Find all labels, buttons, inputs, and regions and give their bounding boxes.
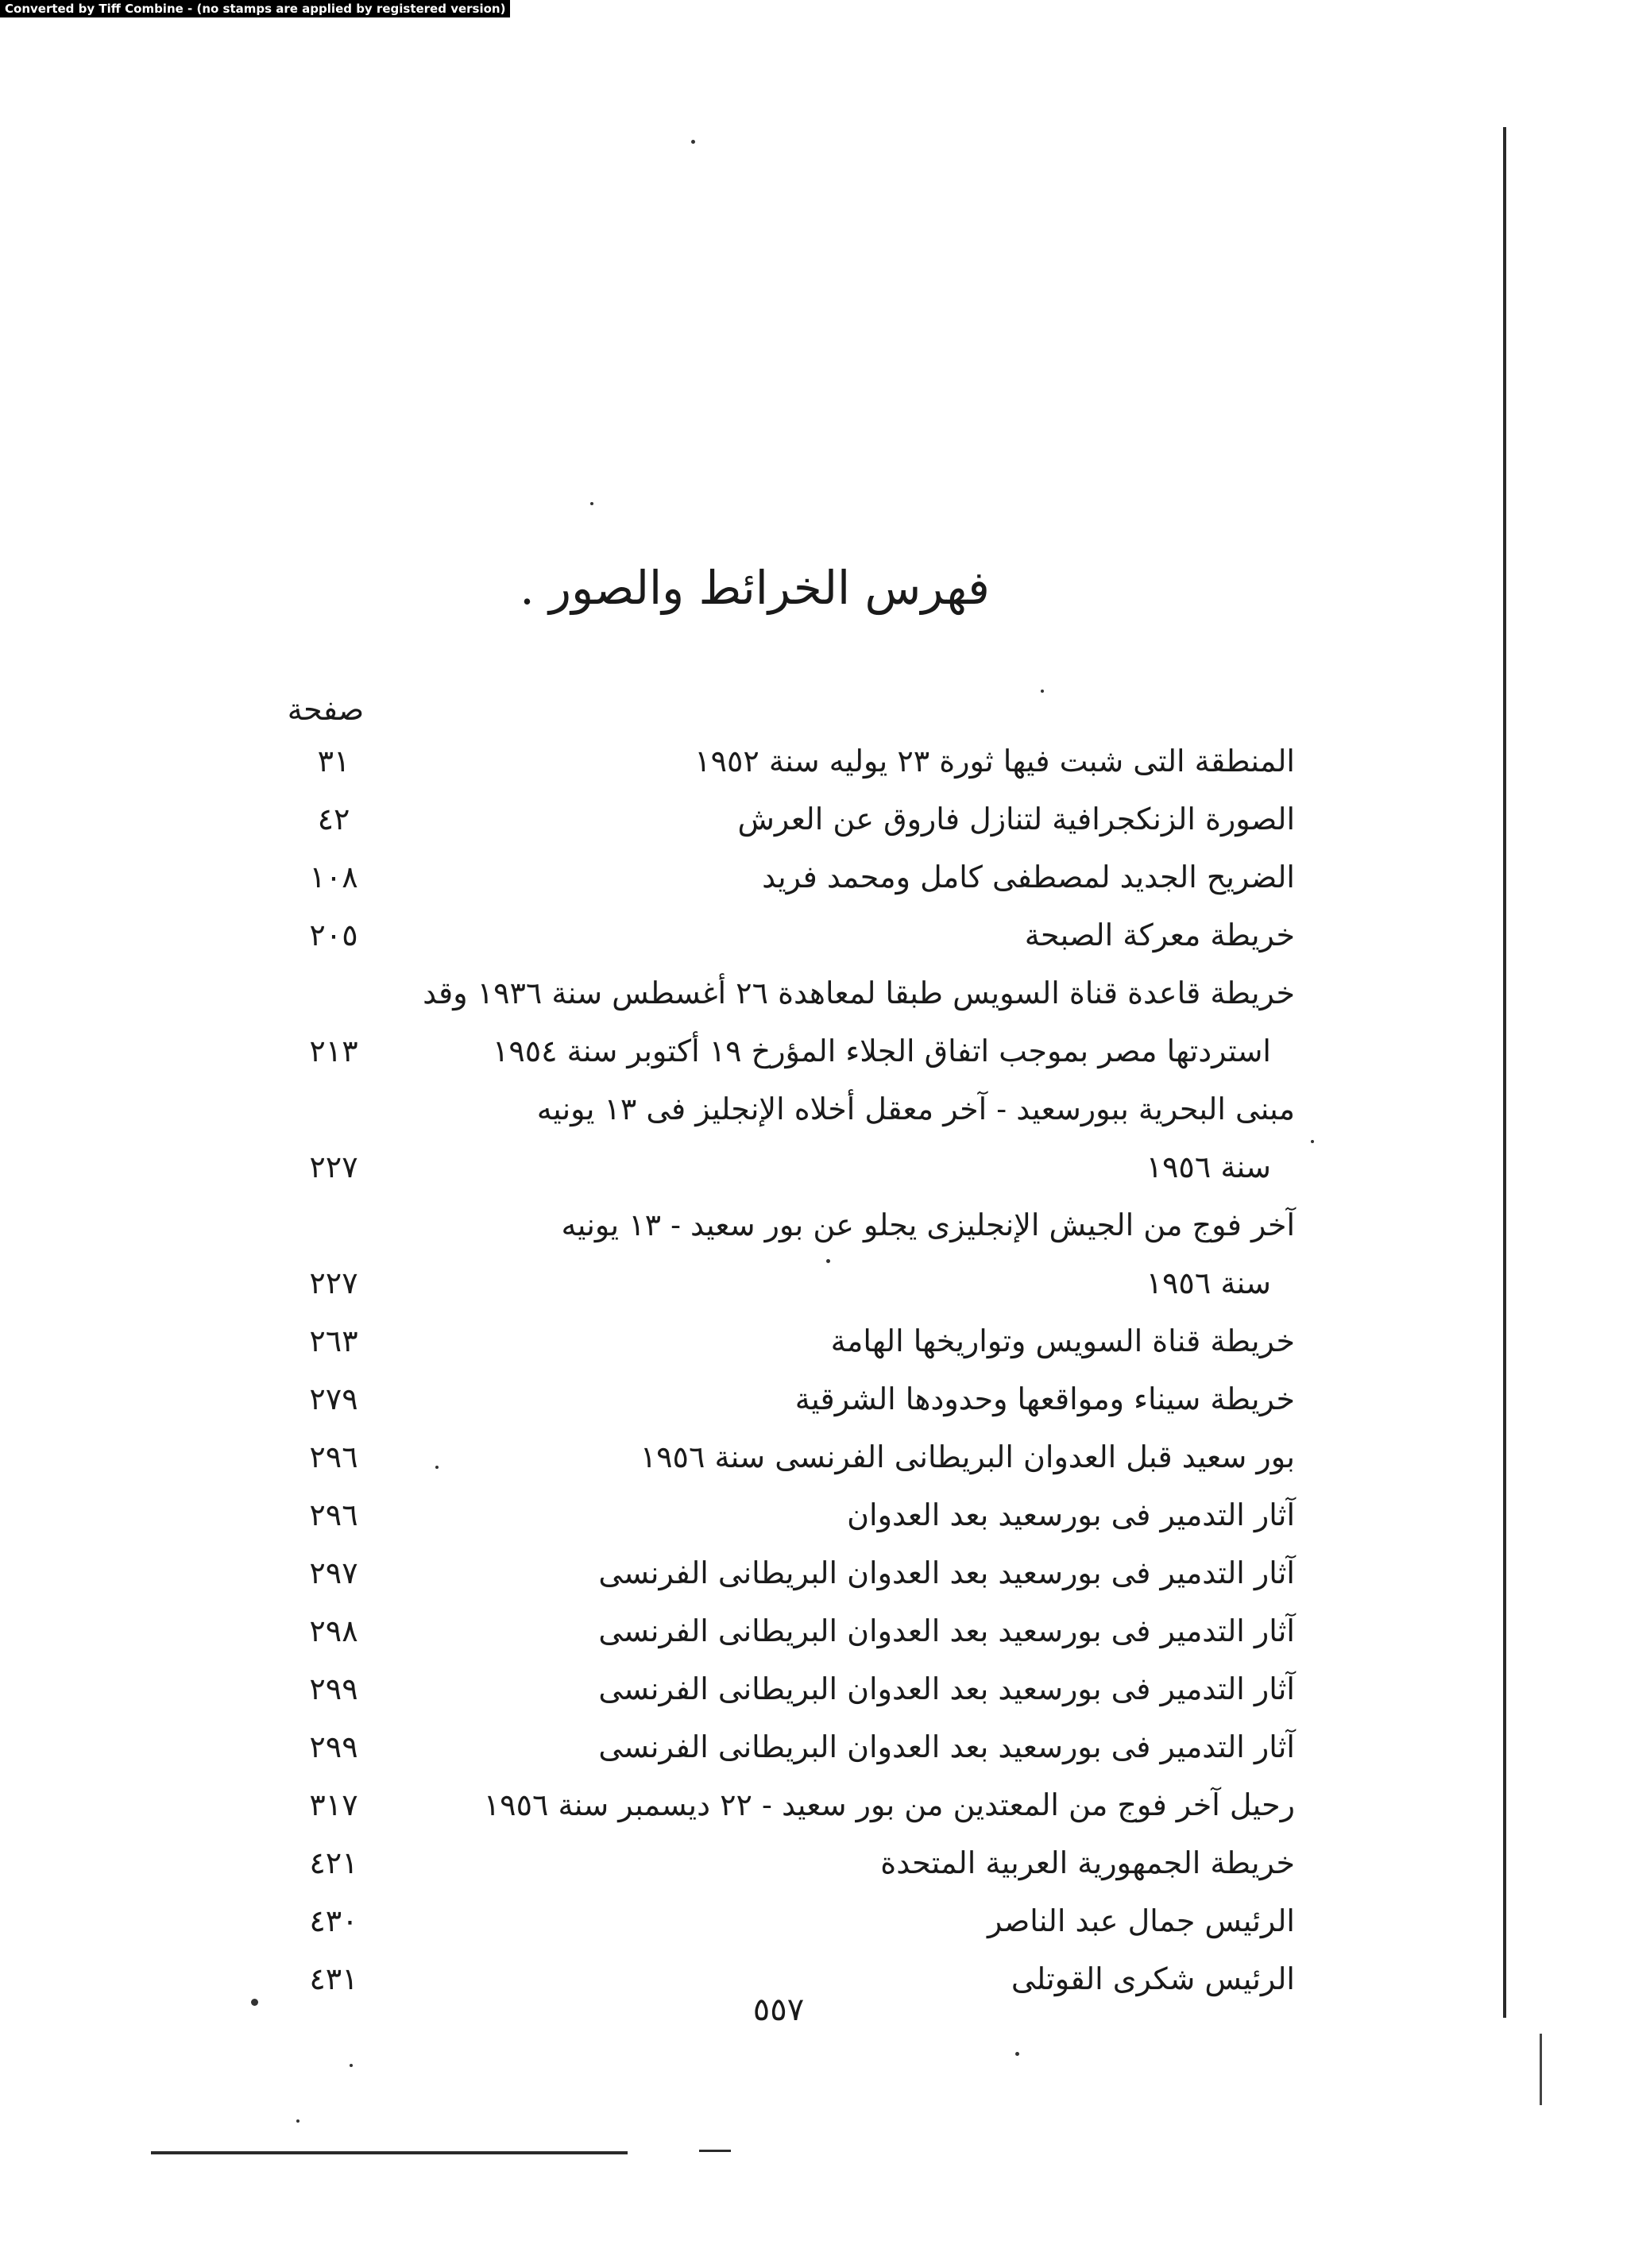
entry-title: سنة ١٩٥٦ [1146,1149,1271,1184]
scan-speck [296,2119,300,2123]
page-number: ٥٥٧ [752,1992,805,2028]
bottom-rule-short [699,2150,731,2152]
entry-page-number: ٢٩٦ [309,1497,358,1532]
index-entry [286,1602,1295,1660]
entry-page-number: ٤٣١ [309,1961,358,1996]
entry-page-number: ٢٧٩ [309,1381,358,1416]
scan-speck [691,140,695,144]
entry-title: استردتها مصر بموجب اتفاق الجلاء المؤرخ ١٩ أكتوبر سنة ١٩٥٤ [492,1034,1271,1068]
entry-page-number: ٢٠٥ [309,918,358,952]
entry-page-number: ٢٩٩ [309,1729,358,1764]
entry-page-number: ٢٢٧ [309,1265,358,1300]
entry-page-number: ٣١٧ [309,1787,358,1822]
bottom-rule [151,2151,628,2154]
scan-speck [435,1466,439,1469]
index-entry [286,1486,1295,1544]
index-entry [286,906,1295,964]
right-margin-rule-lower [1540,2034,1542,2105]
index-entry [286,1312,1295,1370]
entry-page-number: ٣١ [317,744,350,779]
index-entry [286,732,1295,790]
index-entry [286,1834,1295,1892]
entry-page-number: ٢٦٣ [309,1323,358,1358]
entry-title: آثار التدمير فى بورسعيد بعد العدوان البريطانى الفرنسى [598,1555,1295,1590]
entry-title: المنطقة التى شبت فيها ثورة ٢٣ يوليه سنة ١٩٥٢ [694,744,1295,779]
page-title: فهرس الخرائط والصور . [520,561,990,615]
converter-banner: Converted by Tiff Combine - (no stamps are applied by registered version) [0,0,510,17]
scan-speck [251,1999,258,2006]
entry-title: آثار التدمير فى بورسعيد بعد العدوان البريطانى الفرنسى [598,1613,1295,1648]
entry-title: خريطة قناة السويس وتواريخها الهامة [830,1323,1295,1358]
entry-title: آثار التدمير فى بورسعيد بعد العدوان [847,1497,1295,1532]
entry-title: خريطة قاعدة قناة السويس طبقا لمعاهدة ٢٦ أغسطس سنة ١٩٣٦ وقد [423,976,1295,1010]
entry-title: خريطة معركة الصبحة [1024,918,1295,952]
scan-speck [1041,690,1044,693]
index-entry [286,1196,1295,1312]
index-entry [286,1892,1295,1950]
index-entry [286,964,1295,1080]
entry-page-number: ٤٢ [317,802,350,836]
entry-title: آثار التدمير فى بورسعيد بعد العدوان البريطانى الفرنسى [598,1671,1295,1706]
index-entry [286,1370,1295,1428]
entry-title: آثار التدمير فى بورسعيد بعد العدوان البريطانى الفرنسى [598,1729,1295,1764]
entry-page-number: ٤٣٠ [309,1903,358,1938]
index-entry [286,1660,1295,1718]
entry-page-number: ٢٩٨ [309,1613,358,1648]
entry-page-number: ٢٩٩ [309,1671,358,1706]
entry-title: الرئيس شكرى القوتلى [1011,1961,1295,1996]
page-column-header: صفحة [287,692,365,727]
index-entry [286,1776,1295,1834]
right-margin-rule [1503,127,1506,2018]
scan-speck [1311,1140,1314,1143]
entry-title: بور سعيد قبل العدوان البريطانى الفرنسى سنة ١٩٥٦ [640,1439,1295,1474]
entry-title: سنة ١٩٥٦ [1146,1265,1271,1300]
entry-title: مبنى البحرية ببورسعيد - آخر معقل أخلاه الإنجليز فى ١٣ يونيه [536,1091,1295,1126]
entry-title: الرئيس جمال عبد الناصر [987,1903,1295,1938]
entry-page-number: ٤٢١ [309,1845,358,1880]
index-list [286,732,1295,2008]
index-entry [286,1718,1295,1776]
scan-speck [826,1259,830,1263]
entry-title: خريطة الجمهورية العربية المتحدة [880,1845,1295,1880]
entry-page-number: ٢٩٧ [309,1555,358,1590]
entry-page-number: ٢١٣ [309,1034,358,1068]
entry-title: الصورة الزنكجرافية لتنازل فاروق عن العرش [737,802,1295,836]
index-entry [286,848,1295,906]
entry-title: آخر فوج من الجيش الإنجليزى يجلو عن بور سعيد - ١٣ يونيه [561,1207,1295,1242]
entry-page-number: ١٠٨ [309,860,358,894]
index-entry [286,790,1295,848]
entry-title: رحيل آخر فوج من المعتدين من بور سعيد - ٢٢ ديسمبر سنة ١٩٥٦ [483,1787,1295,1822]
index-entry [286,1428,1295,1486]
index-entry [286,1544,1295,1602]
entry-title: خريطة سيناء ومواقعها وحدودها الشرقية [794,1381,1295,1416]
scan-speck [350,2064,353,2067]
scan-speck [1015,2052,1019,2056]
entry-page-number: ٢٢٧ [309,1149,358,1184]
entry-page-number: ٢٩٦ [309,1439,358,1474]
scan-speck [590,502,593,505]
entry-title: الضريح الجديد لمصطفى كامل ومحمد فريد [762,860,1295,894]
index-entry [286,1080,1295,1196]
